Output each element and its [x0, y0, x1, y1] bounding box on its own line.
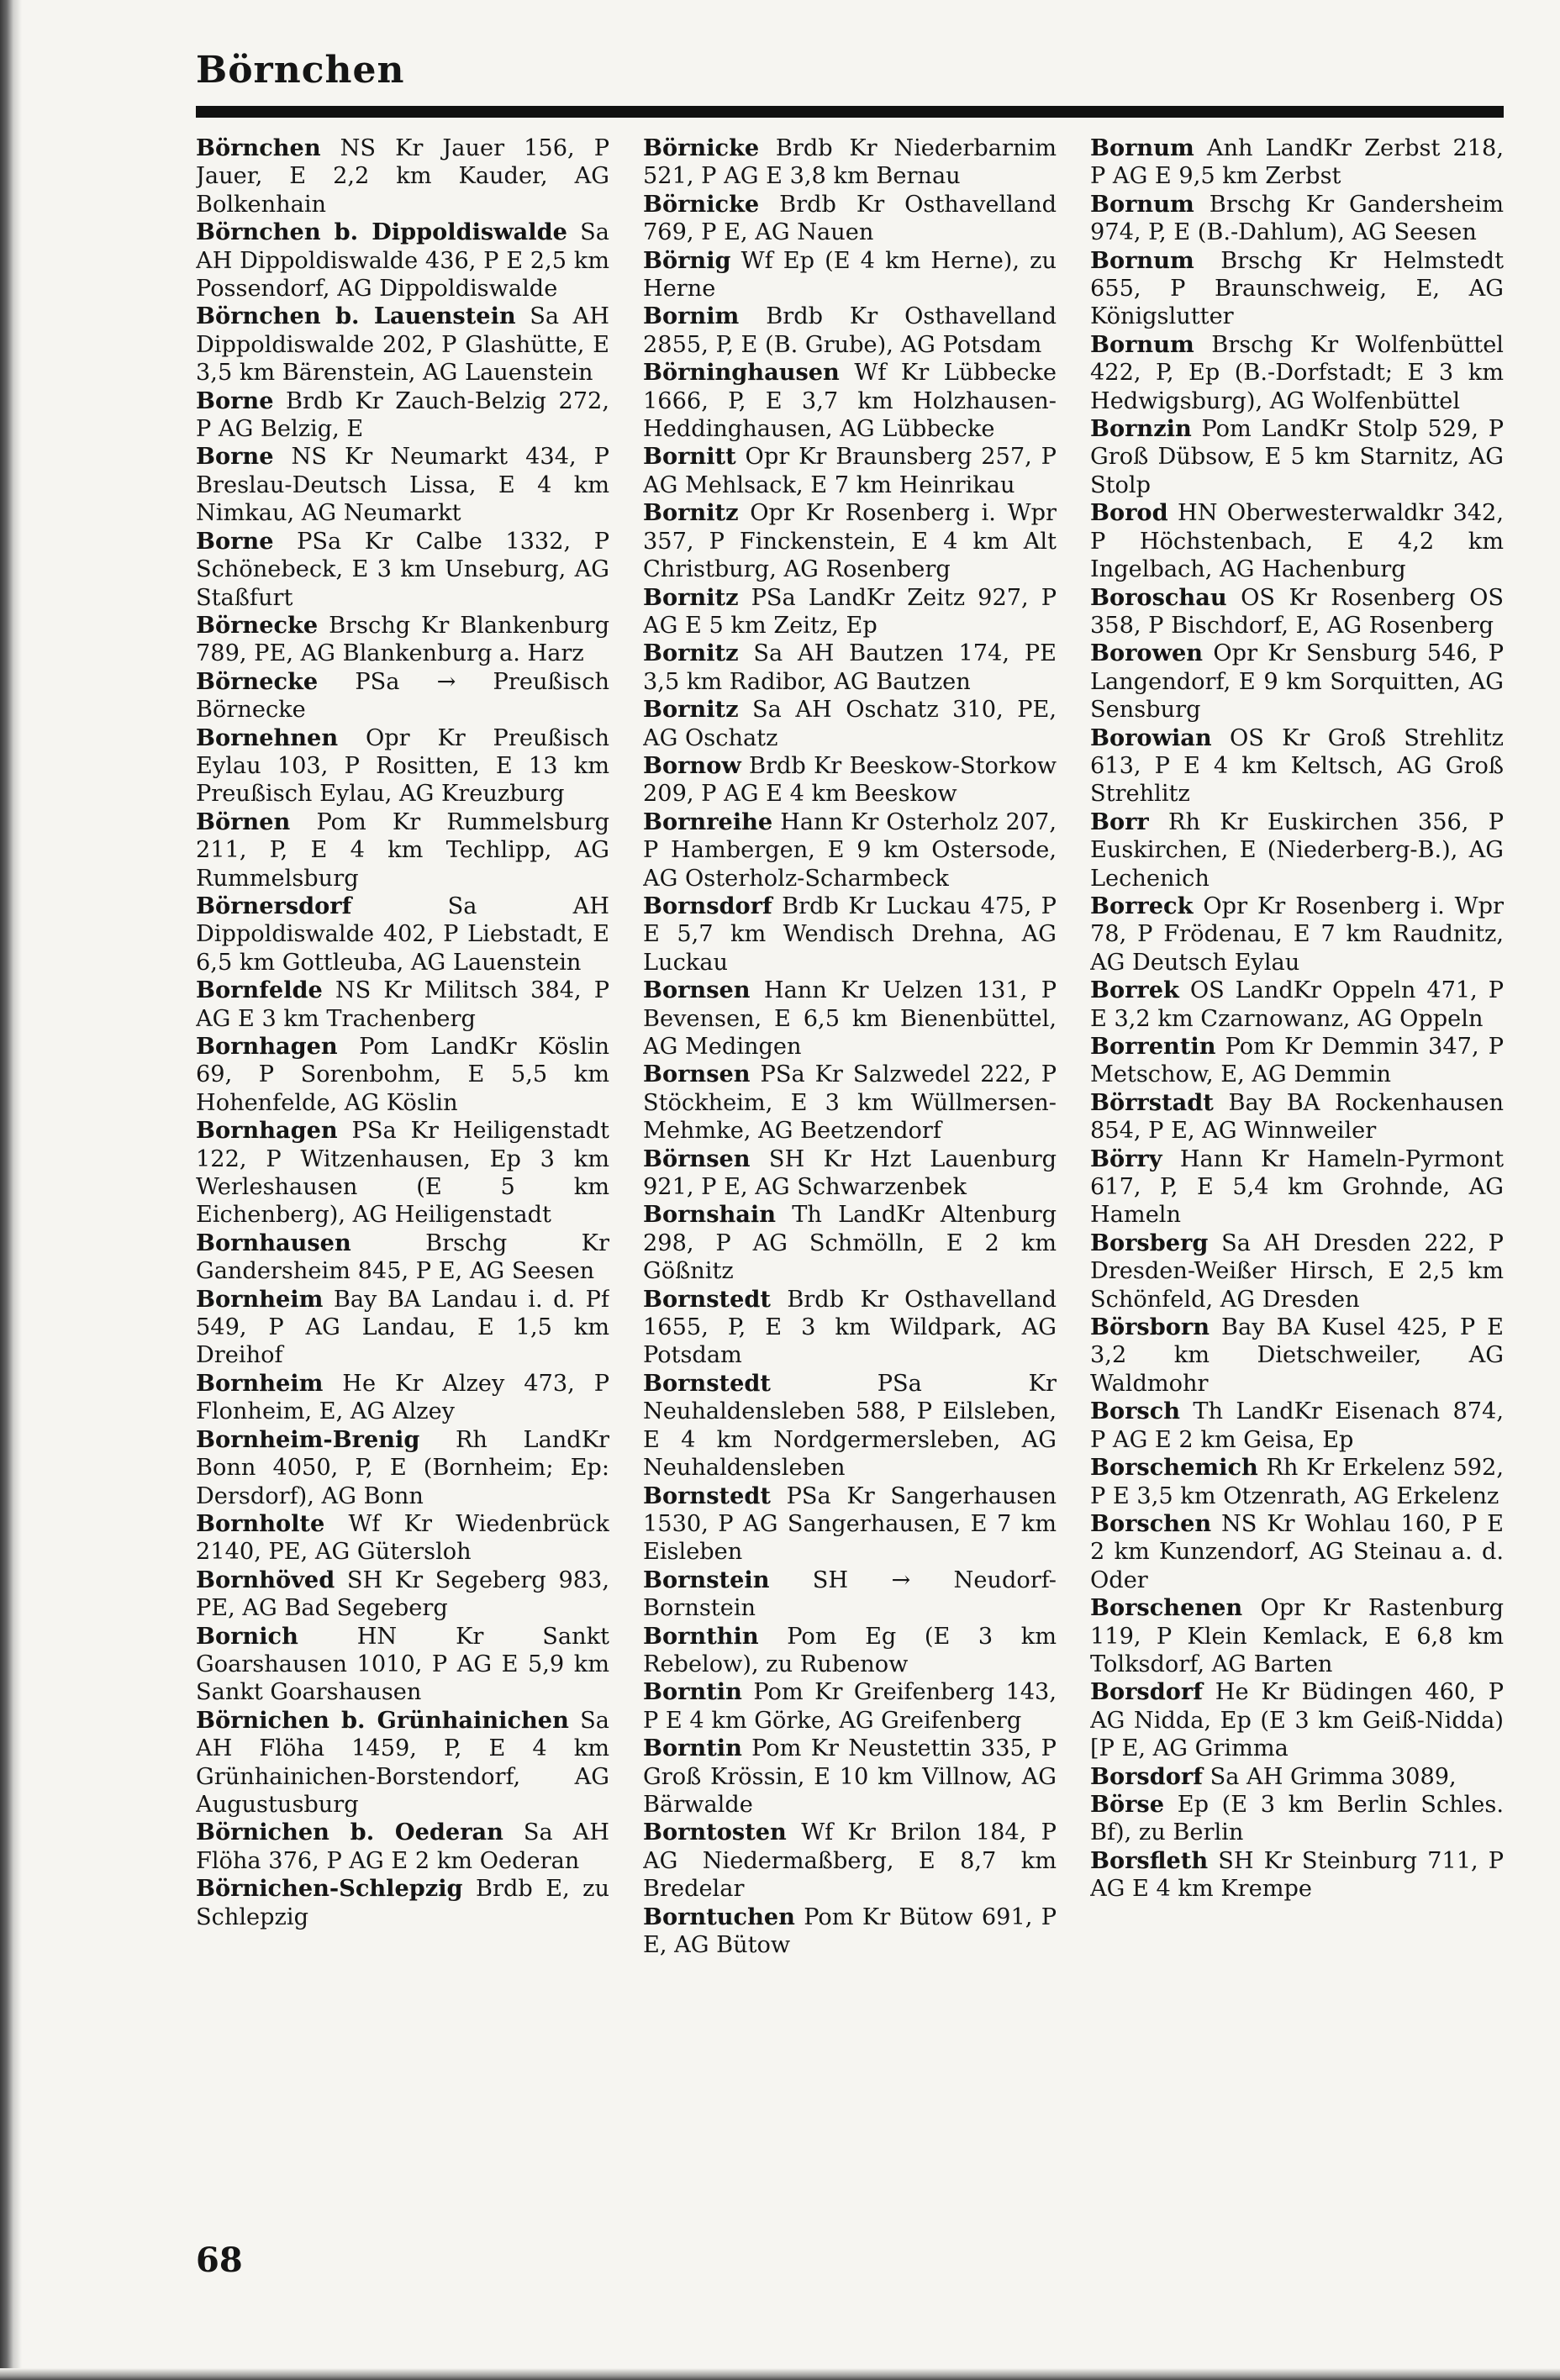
gazetteer-entry — [643, 1201, 1057, 1285]
entry-headword: Bornitz — [643, 583, 739, 611]
gazetteer-entry — [196, 219, 609, 303]
gazetteer-entry — [643, 1819, 1057, 1903]
entry-text: Rh Kr Euskirchen 356, P Euskirchen, E (Niederberg-B.), AG Lechenich — [1090, 808, 1504, 892]
entry-text: PSa LandKr Zeitz 927, P AG E 5 km Zeitz, Ep — [643, 584, 1057, 639]
entry-text: Ep (E 3 km Berlin Schles. Bf), zu Berlin — [1090, 1791, 1504, 1846]
entry-text: Th LandKr Eisenach 874, P AG E 2 km Geisa, Ep — [1090, 1398, 1504, 1453]
entry-headword: Bornzin — [1090, 415, 1192, 443]
gazetteer-entry — [196, 977, 609, 1033]
gazetteer-entry — [643, 303, 1057, 359]
entry-text: Brdb Kr Zauch-Belzig 272, P AG Belzig, E — [196, 387, 609, 443]
entry-headword: Börninghausen — [643, 359, 840, 387]
entry-headword: Bornum — [1090, 190, 1194, 218]
gazetteer-entry — [1090, 1791, 1504, 1847]
entry-text: NS Kr Wohlau 160, P E 2 km Kunzendorf, AG Steinau a. d. Oder — [1090, 1510, 1504, 1593]
entry-text: Opr Kr Preußisch Eylau 103, P Rositten, E 13 km Preußisch Eylau, AG Kreuzburg — [196, 724, 609, 808]
entry-headword: Börse — [1090, 1790, 1165, 1818]
gazetteer-entry — [196, 1875, 609, 1931]
entry-headword: Borntuchen — [643, 1903, 795, 1930]
entry-text: Opr Kr Rosenberg i. Wpr 357, P Finckenstein, E 4 km Alt Christburg, AG Rosenberg — [643, 500, 1057, 583]
gazetteer-entry — [1090, 1678, 1504, 1762]
gazetteer-entry — [643, 977, 1057, 1061]
entry-headword: Bornum — [1090, 330, 1194, 358]
gazetteer-entry — [1090, 1510, 1504, 1594]
entry-headword: Bornheim — [196, 1369, 324, 1397]
entry-text: Opr Kr Rosenberg i. Wpr 78, P Frödenau, E 7 km Raudnitz, AG Deutsch Eylau — [1090, 893, 1504, 976]
gazetteer-entry — [196, 1566, 609, 1623]
entry-headword: Börnchen b. Dippoldiswalde — [196, 219, 567, 246]
entry-text: Wf Kr Wiedenbrück 2140, PE, AG Gütersloh — [196, 1510, 609, 1566]
gazetteer-entry — [643, 1145, 1057, 1202]
gazetteer-entry — [643, 134, 1057, 191]
entry-headword: Bornshain — [643, 1201, 776, 1229]
entry-headword: Börnen — [196, 808, 291, 835]
entry-headword: Bornum — [1090, 246, 1194, 274]
entry-text: PSa → Preußisch Börnecke — [196, 668, 609, 724]
entry-text: Sa AH Flöha 1459, P, E 4 km Grünhainichen-Borstendorf, AG Augustusburg — [196, 1707, 609, 1818]
entry-text: NS Kr Jauer 156, P Jauer, E 2,2 km Kauder, AG Bolkenhain — [196, 135, 609, 218]
entry-text: Rh Kr Erkelenz 592, P E 3,5 km Otzenrath, AG Erkelenz — [1090, 1455, 1504, 1509]
entry-headword: Bornow — [643, 751, 741, 779]
entry-headword: Bornitz — [643, 499, 739, 527]
entry-text: Pom Kr Neustettin 335, P Groß Krössin, E 10 km Villnow, AG Bärwalde — [643, 1735, 1057, 1818]
entry-headword: Börry — [1090, 1145, 1162, 1172]
gazetteer-entry — [196, 1286, 609, 1370]
entry-text: NS Kr Neumarkt 434, P Breslau-Deutsch Lissa, E 4 km Nimkau, AG Neumarkt — [196, 444, 609, 527]
entry-text: OS Kr Rosenberg OS 358, P Bischdorf, E, AG Rosenberg — [1090, 584, 1504, 639]
entry-text: PSa Kr Calbe 1332, P Schönebeck, E 3 km Unseburg, AG Staßfurt — [196, 528, 609, 611]
entry-headword: Börnig — [643, 246, 731, 274]
entry-headword: Borne — [196, 443, 274, 471]
entry-text: Pom Kr Rummelsburg 211, P, E 4 km Techlipp, AG Rummelsburg — [196, 808, 609, 892]
entry-text: Brschg Kr Wolfenbüttel 422, P, Ep (B.-Dorfstadt; E 3 km Hedwigsburg), AG Wolfenbüttel — [1090, 331, 1504, 414]
gazetteer-entry — [1090, 1089, 1504, 1145]
entry-headword: Borschen — [1090, 1509, 1212, 1537]
entry-text: Bay BA Kusel 425, P E 3,2 km Dietschweiler, AG Waldmohr — [1090, 1314, 1504, 1397]
entry-headword: Bornhausen — [196, 1229, 351, 1256]
entry-text: Brdb Kr Osthavelland 2855, P, E (B. Grube), AG Potsdam — [643, 303, 1057, 358]
entry-text: Sa AH Dresden 222, P Dresden-Weißer Hirsch, E 2,5 km Schönfeld, AG Dresden — [1090, 1229, 1504, 1313]
entry-headword: Börnichen b. Oederan — [196, 1819, 503, 1846]
entry-headword: Börnsen — [643, 1145, 751, 1172]
gazetteer-entry — [196, 1229, 609, 1286]
entry-text: OS Kr Groß Strehlitz 613, P E 4 km Keltsch, AG Groß Strehlitz — [1090, 724, 1504, 808]
entry-headword: Bornim — [643, 303, 740, 330]
gazetteer-entry — [1090, 1033, 1504, 1089]
gazetteer-entry — [643, 1061, 1057, 1145]
gazetteer-entry — [1090, 1454, 1504, 1510]
entry-headword: Börnichen-Schlepzig — [196, 1875, 463, 1903]
entry-text: PSa Kr Heiligenstadt 122, P Witzenhausen, Ep 3 km Werleshausen (E 5 km Eichenberg), AG Heiligenstadt — [196, 1118, 609, 1229]
entry-text: HN Kr Sankt Goarshausen 1010, P AG E 5,9 km Sankt Goarshausen — [196, 1623, 609, 1706]
entry-headword: Börnchen b. Lauenstein — [196, 303, 516, 330]
entry-text: Brdb E, zu Schlepzig — [196, 1876, 609, 1930]
entry-headword: Bornfelde — [196, 977, 323, 1004]
entry-text: Th LandKr Altenburg 298, P AG Schmölln, E 2 km Gößnitz — [643, 1202, 1057, 1285]
header-rule — [196, 106, 1504, 118]
entry-headword: Borntin — [643, 1678, 742, 1706]
gazetteer-entry — [196, 528, 609, 612]
entry-text: Pom Kr Greifenberg 143, P E 4 km Görke, AG Greifenberg — [643, 1679, 1057, 1734]
entry-text: Opr Kr Braunsberg 257, P AG Mehlsack, E 7 km Heinrikau — [643, 444, 1057, 498]
entry-headword: Bornich — [196, 1622, 298, 1650]
gazetteer-entry — [196, 724, 609, 808]
entry-headword: Borsberg — [1090, 1229, 1209, 1256]
entry-headword: Börnicke — [643, 190, 760, 218]
gazetteer-entry — [1090, 1847, 1504, 1903]
entry-text: Sa AH Dippoldiswalde 202, P Glashütte, E 3,5 km Bärenstein, AG Lauenstein — [196, 303, 609, 387]
gazetteer-entry — [1090, 415, 1504, 499]
gazetteer-entry — [643, 1286, 1057, 1370]
gazetteer-entry — [196, 1033, 609, 1117]
gazetteer-entry — [1090, 1145, 1504, 1229]
gazetteer-entry — [1090, 1314, 1504, 1398]
entry-headword: Borsfleth — [1090, 1846, 1209, 1874]
entry-headword: Bornstedt — [643, 1369, 771, 1397]
entry-text: Opr Kr Sensburg 546, P Langendorf, E 9 km Sorquitten, AG Sensburg — [1090, 640, 1504, 724]
entry-headword: Borschemich — [1090, 1454, 1258, 1482]
gazetteer-entry — [196, 1819, 609, 1875]
entry-text: Anh LandKr Zerbst 218, P AG E 9,5 km Zerbst — [1090, 135, 1504, 190]
column-2 — [643, 134, 1057, 2210]
entry-text: PSa Kr Sangerhausen 1530, P AG Sangerhausen, E 7 km Eisleben — [643, 1482, 1057, 1566]
entry-headword: Borne — [196, 527, 274, 555]
entry-headword: Borowen — [1090, 640, 1204, 667]
gazetteer-entry — [643, 1623, 1057, 1679]
entry-text: PSa Kr Salzwedel 222, P Stöckheim, E 3 km Wüllmersen-Mehmke, AG Beetzendorf — [643, 1061, 1057, 1145]
entry-headword: Bornholte — [196, 1509, 325, 1537]
gazetteer-entry — [196, 1707, 609, 1819]
entry-headword: Borne — [196, 387, 274, 414]
entry-text: He Kr Büdingen 460, P AG Nidda, Ep (E 3 km Geiß-Nidda) [P E, AG Grimma — [1090, 1679, 1504, 1762]
columns — [196, 134, 1504, 2210]
entry-text: Pom Kr Demmin 347, P Metschow, E, AG Demmin — [1090, 1034, 1504, 1088]
gazetteer-entry — [1090, 724, 1504, 808]
gazetteer-entry — [643, 752, 1057, 808]
entry-text: Pom LandKr Stolp 529, P Groß Dübsow, E 5 km Starnitz, AG Stolp — [1090, 416, 1504, 498]
gazetteer-entry — [196, 893, 609, 977]
entry-text: Sa AH Dippoldiswalde 402, P Liebstadt, E 6,5 km Gottleuba, AG Lauenstein — [196, 893, 609, 976]
entry-headword: Börsborn — [1090, 1314, 1210, 1341]
gazetteer-entry — [196, 1117, 609, 1229]
gazetteer-entry — [643, 1370, 1057, 1482]
entry-text: Brdb Kr Osthavelland 769, P E, AG Nauen — [643, 191, 1057, 246]
gazetteer-entry — [1090, 584, 1504, 640]
gazetteer-entry — [196, 443, 609, 527]
entry-headword: Borsdorf — [1090, 1678, 1203, 1706]
entry-headword: Börnecke — [196, 611, 319, 639]
entry-headword: Borrentin — [1090, 1033, 1216, 1060]
gazetteer-entry — [1090, 808, 1504, 893]
entry-headword: Bornsen — [643, 977, 751, 1004]
entry-text: Wf Kr Lübbecke 1666, P, E 3,7 km Holzhausen-Heddinghausen, AG Lübbecke — [643, 360, 1057, 443]
gazetteer-entry — [1090, 499, 1504, 583]
gazetteer-entry — [643, 1903, 1057, 1960]
entry-headword: Börnersdorf — [196, 892, 352, 919]
entry-text: Rh LandKr Bonn 4050, P, E (Bornheim; Ep: Dersdorf), AG Bonn — [196, 1426, 609, 1509]
gazetteer-entry — [643, 443, 1057, 499]
entry-text: Bay BA Rockenhausen 854, P E, AG Winnweiler — [1090, 1089, 1504, 1145]
entry-text: Hann Kr Osterholz 207, P Hambergen, E 9 km Ostersode, AG Osterholz-Scharmbeck — [643, 808, 1057, 892]
gazetteer-entry — [643, 1678, 1057, 1735]
entry-headword: Börnecke — [196, 667, 319, 695]
entry-text: Pom LandKr Köslin 69, P Sorenbohm, E 5,5 km Hohenfelde, AG Köslin — [196, 1034, 609, 1116]
entry-text: Wf Ep (E 4 km Herne), zu Herne — [643, 247, 1057, 303]
entry-headword: Börnicke — [643, 134, 760, 161]
gazetteer-entry — [196, 1623, 609, 1707]
entry-text: Brdb Kr Osthavelland 1655, P, E 3 km Wildpark, AG Potsdam — [643, 1286, 1057, 1369]
entry-headword: Bornhagen — [196, 1117, 338, 1145]
gazetteer-entry — [643, 1482, 1057, 1566]
entry-text: Brschg Kr Helmstedt 655, P Braunschweig, E, AG Königslutter — [1090, 247, 1504, 330]
entry-text: Bay BA Landau i. d. Pf 549, P AG Landau, E 1,5 km Dreihof — [196, 1286, 609, 1369]
entry-text: SH → Neudorf-Bornstein — [643, 1566, 1057, 1622]
gazetteer-entry — [643, 640, 1057, 696]
entry-headword: Bornhöved — [196, 1566, 335, 1593]
gazetteer-entry — [643, 696, 1057, 752]
entry-text: Brdb Kr Luckau 475, P E 5,7 km Wendisch Drehna, AG Luckau — [643, 893, 1057, 976]
entry-text: Wf Kr Brilon 184, P AG Niedermaßberg, E 8,7 km Bredelar — [643, 1819, 1057, 1903]
page-bottom-edge — [0, 2368, 1560, 2380]
entry-headword: Bornthin — [643, 1622, 759, 1650]
gazetteer-entry — [1090, 1763, 1504, 1791]
gazetteer-entry — [196, 612, 609, 668]
gazetteer-entry — [1090, 1229, 1504, 1314]
gazetteer-entry — [1090, 1594, 1504, 1678]
gazetteer-entry — [1090, 977, 1504, 1033]
entry-headword: Borsdorf — [1090, 1762, 1203, 1790]
book-spine-shadow — [0, 0, 22, 2380]
entry-text: He Kr Alzey 473, P Flonheim, E, AG Alzey — [196, 1370, 609, 1425]
entry-text: OS LandKr Oppeln 471, P E 3,2 km Czarnowanz, AG Oppeln — [1090, 977, 1504, 1032]
entry-headword: Borowian — [1090, 724, 1212, 751]
gazetteer-entry — [643, 584, 1057, 640]
entry-headword: Bornitz — [643, 640, 739, 667]
entry-headword: Borrek — [1090, 977, 1179, 1004]
entry-headword: Bornstein — [643, 1566, 770, 1593]
entry-text: Pom Kr Bütow 691, P E, AG Bütow — [643, 1903, 1057, 1958]
entry-text: Sa AH Oschatz 310, PE, AG Oschatz — [643, 697, 1057, 751]
entry-headword: Bornitt — [643, 443, 736, 471]
entry-text: Brschg Kr Gandersheim 974, P, E (B.-Dahlum), AG Seesen — [1090, 191, 1504, 246]
gazetteer-entry — [1090, 134, 1504, 191]
gazetteer-entry — [1090, 247, 1504, 331]
entry-text: NS Kr Militsch 384, P AG E 3 km Trachenberg — [196, 977, 609, 1032]
gazetteer-entry — [1090, 640, 1504, 724]
gazetteer-entry — [643, 247, 1057, 303]
entry-headword: Bornehnen — [196, 724, 339, 751]
entry-headword: Borntin — [643, 1735, 742, 1762]
entry-text: Hann Kr Uelzen 131, P Bevensen, E 6,5 km Bienenbüttel, AG Medingen — [643, 977, 1057, 1060]
column-1 — [196, 134, 609, 2210]
entry-headword: Bornsen — [643, 1061, 751, 1088]
entry-text: Pom Eg (E 3 km Rebelow), zu Rubenow — [643, 1623, 1057, 1677]
gazetteer-entry — [643, 1566, 1057, 1623]
gazetteer-entry — [196, 303, 609, 387]
entry-text: Hann Kr Hameln-Pyrmont 617, P, E 5,4 km Grohnde, AG Hameln — [1090, 1145, 1504, 1229]
entry-headword: Bornstedt — [643, 1482, 771, 1509]
entry-headword: Bornitz — [643, 696, 739, 724]
gazetteer-entry — [643, 191, 1057, 247]
entry-headword: Boroschau — [1090, 583, 1227, 611]
entry-headword: Bornsdorf — [643, 892, 772, 919]
entry-text: PSa Kr Neuhaldensleben 588, P Eilsleben, E 4 km Nordgermersleben, AG Neuhaldensleben — [643, 1370, 1057, 1482]
entry-text: SH Kr Hzt Lauenburg 921, P E, AG Schwarzenbek — [643, 1145, 1057, 1201]
gazetteer-entry — [643, 499, 1057, 583]
gazetteer-entry — [1090, 1398, 1504, 1454]
gazetteer-entry — [1090, 893, 1504, 977]
entry-headword: Borntosten — [643, 1819, 787, 1846]
gazetteer-entry — [196, 1510, 609, 1566]
gazetteer-entry — [643, 1735, 1057, 1819]
entry-headword: Borschenen — [1090, 1594, 1243, 1622]
entry-text: Sa AH Flöha 376, P AG E 2 km Oederan — [196, 1819, 609, 1874]
entry-text: SH Kr Segeberg 983, PE, AG Bad Segeberg — [196, 1566, 609, 1622]
entry-text: Sa AH Bautzen 174, PE 3,5 km Radibor, AG Bautzen — [643, 640, 1057, 695]
page-number: 68 — [196, 2240, 243, 2280]
gazetteer-entry — [643, 359, 1057, 443]
gazetteer-entry — [196, 1370, 609, 1426]
entry-headword: Bornhagen — [196, 1033, 338, 1060]
gazetteer-entry — [196, 134, 609, 219]
entry-text: Brschg Kr Blankenburg 789, PE, AG Blankenburg a. Harz — [196, 612, 609, 667]
column-3 — [1090, 134, 1504, 2210]
entry-text: HN Oberwesterwaldkr 342, P Höchstenbach, E 4,2 km Ingelbach, AG Hachenburg — [1090, 500, 1504, 583]
entry-text: Sa AH Dippoldiswalde 436, P E 2,5 km Possendorf, AG Dippoldiswalde — [196, 219, 609, 303]
entry-headword: Börnichen b. Grünhainichen — [196, 1706, 569, 1734]
gazetteer-entry — [196, 668, 609, 724]
entry-headword: Borod — [1090, 499, 1168, 527]
entry-headword: Bornum — [1090, 134, 1194, 161]
gazetteer-entry — [1090, 331, 1504, 415]
gazetteer-entry — [196, 387, 609, 444]
entry-headword: Börnchen — [196, 134, 321, 161]
entry-headword: Borreck — [1090, 892, 1194, 919]
gazetteer-entry — [196, 808, 609, 893]
entry-text: Brdb Kr Beeskow-Storkow 209, P AG E 4 km Beeskow — [643, 752, 1057, 808]
entry-headword: Borsch — [1090, 1398, 1181, 1425]
entry-headword: Bornstedt — [643, 1285, 771, 1313]
entry-text: Opr Kr Rastenburg 119, P Klein Kemlack, E 6,8 km Tolksdorf, AG Barten — [1090, 1595, 1504, 1677]
entry-text: Brdb Kr Niederbarnim 521, P AG E 3,8 km Bernau — [643, 135, 1057, 190]
entry-text: Brschg Kr Gandersheim 845, P E, AG Seesen — [196, 1229, 609, 1285]
gazetteer-entry — [196, 1426, 609, 1510]
entry-headword: Börrstadt — [1090, 1088, 1214, 1116]
entry-headword: Bornheim — [196, 1285, 324, 1313]
entry-headword: Bornreihe — [643, 808, 773, 835]
gazetteer-entry — [1090, 191, 1504, 247]
entry-text: Sa AH Grimma 3089, — [1210, 1763, 1457, 1790]
entry-headword: Borr — [1090, 808, 1149, 835]
entry-text: SH Kr Steinburg 711, P AG E 4 km Krempe — [1090, 1847, 1504, 1903]
running-head: Börnchen — [196, 49, 405, 92]
gazetteer-entry — [643, 893, 1057, 977]
entry-headword: Bornheim-Brenig — [196, 1425, 420, 1453]
gazetteer-entry — [643, 808, 1057, 893]
